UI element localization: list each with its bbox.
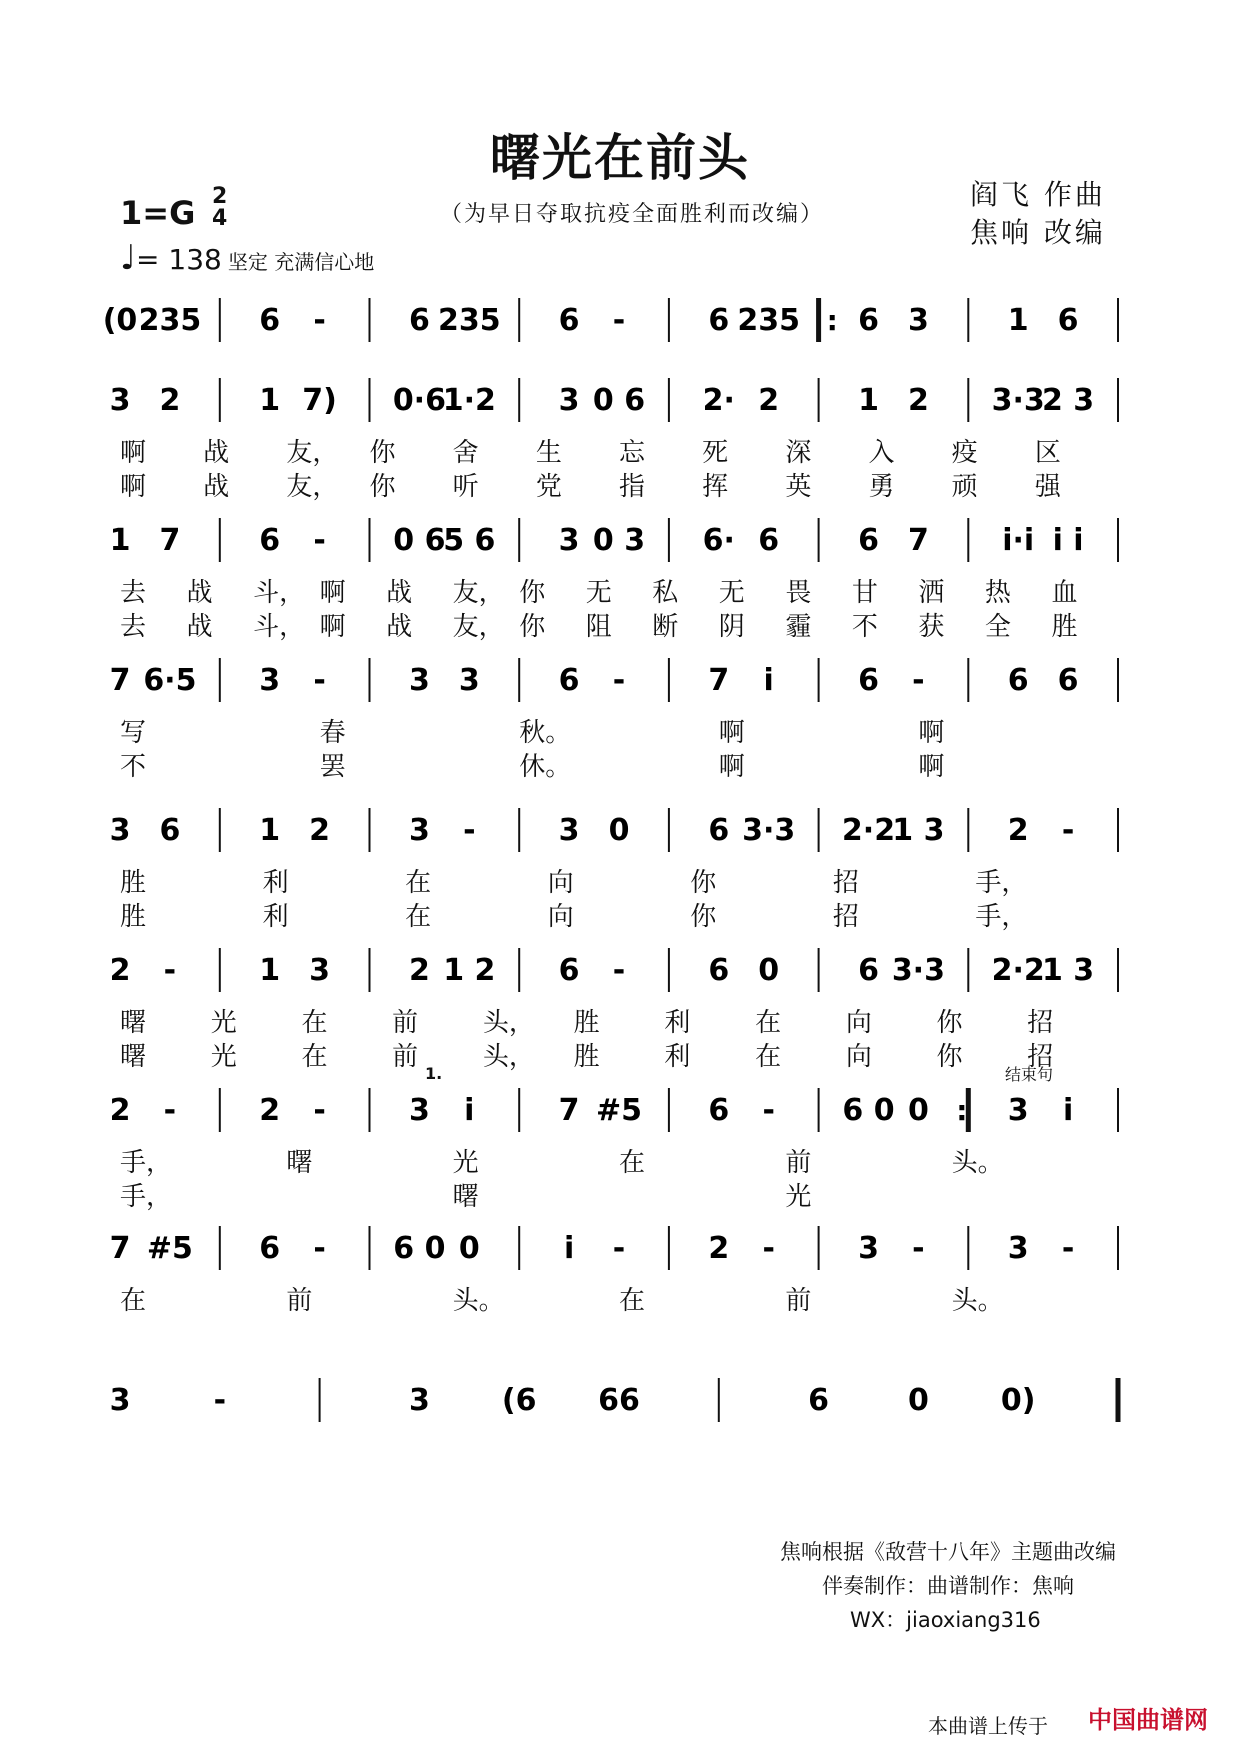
lyric-syllable: 无 bbox=[585, 578, 612, 608]
lyric-syllable: 你 bbox=[519, 578, 546, 608]
lyric-syllable: 你 bbox=[519, 612, 546, 642]
note: - bbox=[313, 523, 326, 558]
note: 6 bbox=[1057, 303, 1079, 338]
lyric-syllable: 阴 bbox=[718, 612, 745, 642]
tempo-marking bbox=[120, 238, 374, 278]
note: (6 bbox=[501, 1383, 537, 1418]
note: 2 bbox=[408, 953, 430, 988]
lyric-syllable: 向 bbox=[547, 902, 574, 932]
lyric-syllable: 罢 bbox=[319, 752, 346, 782]
lyric-syllable: 无 bbox=[718, 578, 745, 608]
footer-production-note: 伴奏制作：曲谱制作：焦响 bbox=[822, 1574, 1074, 1598]
notes-svg bbox=[0, 510, 1240, 570]
note: 0 bbox=[608, 813, 630, 848]
note: 3 bbox=[458, 663, 480, 698]
lyric-syllable: 招 bbox=[1027, 1042, 1054, 1072]
note: 0·6 bbox=[392, 383, 446, 418]
lyric-verse-1 bbox=[0, 1280, 1240, 1314]
note: 6 bbox=[558, 953, 580, 988]
note: - bbox=[313, 1093, 326, 1128]
lyric-verse-2 bbox=[0, 466, 1240, 500]
note: 2 bbox=[259, 1093, 281, 1128]
lyric-syllable: 战 bbox=[186, 612, 213, 642]
note: 2·2 bbox=[991, 953, 1045, 988]
lyric-syllable: 死 bbox=[702, 438, 729, 468]
staff-row bbox=[0, 1218, 1240, 1316]
credits bbox=[970, 176, 1106, 252]
lyric-syllable: 指 bbox=[619, 472, 646, 502]
note: #5 bbox=[146, 1231, 193, 1266]
note: 0 bbox=[758, 953, 780, 988]
lyric-syllable: 战 bbox=[203, 472, 230, 502]
note: #5 bbox=[595, 1093, 643, 1128]
note: - bbox=[612, 1231, 626, 1266]
lyric-verse-1 bbox=[0, 862, 1240, 896]
lyric-syllable: 曙 bbox=[452, 1182, 479, 1212]
note: i bbox=[464, 1093, 475, 1128]
notes-svg bbox=[0, 290, 1240, 350]
lyric-syllable: 战 bbox=[203, 438, 230, 468]
lyric-syllable: 斗， bbox=[253, 578, 306, 608]
notes-svg bbox=[0, 940, 1240, 1000]
key-signature: 1=G bbox=[120, 194, 196, 232]
lyric-syllable: 甘 bbox=[851, 578, 878, 608]
note: 6 bbox=[259, 1231, 281, 1266]
lyric-syllable: 手， bbox=[120, 1148, 173, 1178]
note: 3 bbox=[558, 523, 580, 558]
note: - bbox=[612, 953, 626, 988]
note: - bbox=[463, 813, 476, 848]
note: 3 bbox=[109, 1383, 131, 1418]
note: 2 bbox=[109, 1093, 131, 1128]
lyric-syllable: 前 bbox=[785, 1148, 812, 1178]
note: - bbox=[313, 663, 326, 698]
note: - bbox=[762, 1093, 775, 1128]
lyric-syllable: 友， bbox=[286, 472, 339, 502]
lyric-syllable: 前 bbox=[392, 1008, 419, 1038]
staff-row bbox=[0, 650, 1240, 782]
lyric-syllable: 在 bbox=[755, 1008, 782, 1038]
lyric-syllable: 头， bbox=[482, 1008, 535, 1038]
coda-label: 结束句 bbox=[1005, 1065, 1054, 1084]
lyric-syllable: 疫 bbox=[951, 438, 978, 468]
note: - bbox=[762, 1231, 775, 1266]
lyric-syllable: 胜 bbox=[573, 1008, 600, 1038]
lyric-syllable: 曙 bbox=[286, 1148, 313, 1178]
note: 6 0 bbox=[842, 1093, 895, 1128]
lyric-syllable: 头。 bbox=[452, 1286, 505, 1316]
lyric-syllable: 利 bbox=[664, 1042, 691, 1072]
lyric-syllable: 在 bbox=[301, 1042, 328, 1072]
lyric-syllable: 你 bbox=[369, 472, 396, 502]
note: 6 bbox=[1057, 663, 1079, 698]
note: 3 bbox=[558, 813, 580, 848]
lyric-syllable: 去 bbox=[120, 578, 147, 608]
note: - bbox=[612, 303, 626, 338]
lyric-verse-2 bbox=[0, 896, 1240, 930]
lyric-syllable: 秋。 bbox=[519, 718, 572, 748]
lyric-syllable: 利 bbox=[262, 902, 289, 932]
lyric-syllable: 在 bbox=[405, 902, 432, 932]
note: 0 6 bbox=[592, 383, 646, 418]
notes-line bbox=[0, 290, 1240, 350]
note: 3 bbox=[858, 1231, 879, 1266]
note: - bbox=[213, 1383, 227, 1418]
note: 2·2 bbox=[841, 813, 896, 848]
note: 6 0 bbox=[393, 1231, 446, 1266]
note: - bbox=[163, 1093, 177, 1128]
lyric-syllable: 不 bbox=[120, 752, 147, 782]
staff-row bbox=[0, 1370, 1240, 1450]
lyric-syllable: 畏 bbox=[785, 578, 812, 608]
note: 3·3 bbox=[991, 383, 1045, 418]
subtitle: （为早日夺取抗疫全面胜利而改编） bbox=[440, 202, 825, 227]
lyric-syllable: 啊 bbox=[319, 578, 346, 608]
note: i·i bbox=[1002, 523, 1035, 558]
notes-line bbox=[0, 510, 1240, 570]
staff-row bbox=[0, 370, 1240, 502]
note: 7 bbox=[109, 663, 131, 698]
note: 6 bbox=[708, 1093, 730, 1128]
lyric-syllable: 血 bbox=[1051, 578, 1078, 608]
lyric-syllable: 挥 bbox=[702, 472, 729, 502]
note: 6 bbox=[708, 813, 730, 848]
lyric-syllable: 洒 bbox=[918, 578, 945, 608]
lyric-syllable: 获 bbox=[918, 612, 945, 642]
note: 7 bbox=[159, 523, 181, 558]
note: 1·2 bbox=[442, 383, 496, 418]
lyric-syllable: 战 bbox=[386, 578, 413, 608]
note: 2· bbox=[702, 383, 735, 418]
lyric-syllable: 春 bbox=[319, 718, 346, 748]
footer-contact: WX：jiaoxiang316 bbox=[850, 1608, 1041, 1632]
note: - bbox=[912, 1231, 925, 1266]
lyric-syllable: 去 bbox=[120, 612, 147, 642]
note: 1 3 bbox=[892, 813, 945, 848]
page-title: 曙光在前头 bbox=[490, 129, 750, 187]
lyric-verse-2 bbox=[0, 1036, 1240, 1070]
lyric-syllable: 头。 bbox=[951, 1148, 1004, 1178]
tempo-value: = 138 bbox=[136, 243, 222, 276]
note: 1 bbox=[858, 383, 879, 418]
lyric-verse-2 bbox=[0, 1176, 1240, 1210]
lyric-syllable: 生 bbox=[535, 438, 562, 468]
note: 3 bbox=[309, 953, 331, 988]
lyric-syllable: 不 bbox=[851, 612, 878, 642]
lyric-verse-2 bbox=[0, 606, 1240, 640]
lyric-syllable: 在 bbox=[619, 1286, 646, 1316]
note: 0 bbox=[907, 1093, 929, 1128]
note: - bbox=[313, 303, 326, 338]
lyric-syllable: 听 bbox=[452, 472, 479, 502]
notes-svg bbox=[0, 650, 1240, 710]
lyric-syllable: 区 bbox=[1034, 438, 1061, 468]
lyric-syllable: 你 bbox=[936, 1042, 963, 1072]
lyric-verse-1 bbox=[0, 712, 1240, 746]
lyric-syllable: 向 bbox=[547, 868, 574, 898]
note: 0) bbox=[1000, 1383, 1036, 1418]
note: 235 bbox=[737, 303, 801, 338]
tempo-expression: 坚定 充满信心地 bbox=[227, 250, 375, 274]
lyric-syllable: 手， bbox=[120, 1182, 173, 1212]
note: 1 bbox=[109, 523, 131, 558]
note: 3 bbox=[408, 663, 430, 698]
lyric-syllable: 利 bbox=[664, 1008, 691, 1038]
note: 6 bbox=[858, 303, 879, 338]
lyric-syllable: 曙 bbox=[120, 1008, 147, 1038]
lyric-syllable: 胜 bbox=[1051, 612, 1078, 642]
lyric-syllable: 光 bbox=[785, 1182, 812, 1212]
note: i bbox=[763, 663, 774, 698]
note: 6 bbox=[558, 303, 580, 338]
lyric-syllable: 舍 bbox=[452, 438, 479, 468]
notes-svg bbox=[0, 800, 1240, 860]
lyric-syllable: 断 bbox=[652, 612, 679, 642]
lyric-syllable: 党 bbox=[535, 472, 562, 502]
upload-note: 本曲谱上传于 bbox=[928, 1714, 1048, 1738]
note: 2 bbox=[159, 383, 181, 418]
note: 1 bbox=[1007, 303, 1029, 338]
note: - bbox=[912, 663, 925, 698]
lyric-syllable: 招 bbox=[1027, 1008, 1054, 1038]
note: 3 bbox=[408, 1383, 430, 1418]
note: 7 bbox=[907, 523, 929, 558]
lyric-syllable: 胜 bbox=[120, 902, 147, 932]
volta-marking: 1. bbox=[425, 1064, 443, 1083]
note: 3 bbox=[109, 813, 131, 848]
lyric-syllable: 热 bbox=[984, 578, 1011, 608]
staff-row bbox=[0, 290, 1240, 370]
quarter-note-icon: ♩ bbox=[120, 238, 137, 278]
note: 6 bbox=[708, 953, 730, 988]
note: i i bbox=[1052, 523, 1084, 558]
note: 2 3 bbox=[1041, 383, 1095, 418]
note: 2 bbox=[708, 1231, 730, 1266]
notes-line bbox=[0, 800, 1240, 860]
note: 3 bbox=[1007, 1231, 1029, 1266]
time-signature bbox=[212, 186, 227, 230]
lyric-syllable: 强 bbox=[1034, 472, 1061, 502]
note: 3·3 bbox=[742, 813, 796, 848]
note: 1 bbox=[259, 383, 281, 418]
note: 6 bbox=[259, 523, 281, 558]
repeat-dots: : bbox=[826, 304, 838, 337]
note: 6 bbox=[408, 303, 430, 338]
lyric-syllable: 全 bbox=[984, 612, 1011, 642]
note: 3 bbox=[109, 383, 131, 418]
note: - bbox=[1061, 813, 1075, 848]
lyric-syllable: 啊 bbox=[918, 718, 945, 748]
lyric-syllable: 光 bbox=[452, 1148, 479, 1178]
staff-row bbox=[0, 1064, 1240, 1212]
lyric-syllable: 啊 bbox=[319, 612, 346, 642]
note: 2 bbox=[1007, 813, 1029, 848]
lyric-syllable: 光 bbox=[210, 1008, 237, 1038]
lyric-syllable: 友， bbox=[452, 578, 505, 608]
note: 6 bbox=[858, 523, 879, 558]
lyric-syllable: 前 bbox=[392, 1042, 419, 1072]
site-logo: 中国曲谱网 bbox=[1088, 1705, 1208, 1734]
note: 66 bbox=[598, 1383, 640, 1418]
note: 1 3 bbox=[1041, 953, 1095, 988]
note: 3 bbox=[558, 383, 580, 418]
lyric-syllable: 前 bbox=[286, 1286, 313, 1316]
notes-svg bbox=[0, 1370, 1240, 1430]
time-signature-bottom: 4 bbox=[212, 206, 228, 231]
notes-svg bbox=[0, 370, 1240, 430]
lyric-verse-1 bbox=[0, 1002, 1240, 1036]
note: 3 bbox=[907, 303, 929, 338]
lyric-syllable: 你 bbox=[369, 438, 396, 468]
note: - bbox=[1061, 1231, 1075, 1266]
lyric-syllable: 英 bbox=[785, 472, 812, 502]
note: 7 bbox=[708, 663, 730, 698]
lyric-syllable: 在 bbox=[120, 1286, 147, 1316]
lyric-syllable: 头。 bbox=[951, 1286, 1004, 1316]
lyric-syllable: 休。 bbox=[519, 752, 572, 782]
note: - bbox=[313, 1231, 326, 1266]
note: 3 bbox=[408, 813, 430, 848]
note: 6 bbox=[858, 663, 879, 698]
notes-line bbox=[0, 370, 1240, 430]
lyric-syllable: 向 bbox=[845, 1042, 872, 1072]
staff-row bbox=[0, 800, 1240, 932]
lyric-syllable: 写 bbox=[120, 718, 147, 748]
lyric-syllable: 曙 bbox=[120, 1042, 147, 1072]
note: 2 bbox=[907, 383, 929, 418]
lyric-verse-1 bbox=[0, 1142, 1240, 1176]
arranger-credit: 焦响 改编 bbox=[970, 216, 1106, 249]
note: 7 bbox=[558, 1093, 580, 1128]
lyric-syllable: 霾 bbox=[785, 612, 812, 642]
note: 3 bbox=[259, 663, 281, 698]
note: 7) bbox=[302, 383, 337, 418]
note: 6·5 bbox=[143, 663, 197, 698]
footer-arrangement-note: 焦响根据《敌营十八年》主题曲改编 bbox=[780, 1540, 1116, 1564]
note: 1 bbox=[259, 813, 281, 848]
lyric-syllable: 手， bbox=[975, 902, 1028, 932]
lyric-syllable: 啊 bbox=[718, 718, 745, 748]
lyric-syllable: 勇 bbox=[868, 472, 895, 502]
note: (0 bbox=[102, 303, 138, 338]
note: 7 bbox=[109, 1231, 131, 1266]
notes-line bbox=[0, 1218, 1240, 1278]
lyric-syllable: 啊 bbox=[918, 752, 945, 782]
lyric-syllable: 啊 bbox=[120, 472, 147, 502]
lyric-syllable: 斗， bbox=[253, 612, 306, 642]
note: 5 6 bbox=[443, 523, 496, 558]
lyric-syllable: 你 bbox=[690, 868, 717, 898]
lyric-syllable: 头， bbox=[482, 1042, 535, 1072]
note: 0 6 bbox=[393, 523, 446, 558]
note: 2 bbox=[109, 953, 131, 988]
notes-line bbox=[0, 1370, 1240, 1430]
note: i bbox=[1062, 1093, 1074, 1128]
note: 235 bbox=[138, 303, 202, 338]
lyric-syllable: 你 bbox=[936, 1008, 963, 1038]
notes-line bbox=[0, 650, 1240, 710]
lyric-syllable: 在 bbox=[405, 868, 432, 898]
time-signature-top: 2 bbox=[212, 184, 228, 209]
note: 1 bbox=[259, 953, 281, 988]
lyric-syllable: 光 bbox=[210, 1042, 237, 1072]
lyric-syllable: 入 bbox=[868, 438, 895, 468]
lyric-syllable: 战 bbox=[386, 612, 413, 642]
lyric-syllable: 你 bbox=[690, 902, 717, 932]
staff-row bbox=[0, 510, 1240, 642]
lyric-syllable: 在 bbox=[755, 1042, 782, 1072]
lyric-verse-1 bbox=[0, 432, 1240, 466]
note: 6 bbox=[558, 663, 580, 698]
lyric-syllable: 利 bbox=[262, 868, 289, 898]
note: 6 bbox=[1007, 663, 1029, 698]
lyric-syllable: 友， bbox=[286, 438, 339, 468]
lyric-syllable: 胜 bbox=[120, 868, 147, 898]
note: 3·3 bbox=[891, 953, 945, 988]
note: i bbox=[563, 1231, 575, 1266]
lyric-syllable: 友， bbox=[452, 612, 505, 642]
note: 6· bbox=[702, 523, 735, 558]
staff-row bbox=[0, 940, 1240, 1072]
note: 6 bbox=[708, 303, 730, 338]
lyric-syllable: 胜 bbox=[573, 1042, 600, 1072]
lyric-syllable: 啊 bbox=[718, 752, 745, 782]
note: 6 bbox=[259, 303, 281, 338]
lyric-syllable: 在 bbox=[301, 1008, 328, 1038]
note: 1 2 bbox=[443, 953, 496, 988]
notes-svg bbox=[0, 1080, 1240, 1140]
note: 3 bbox=[1007, 1093, 1029, 1128]
notes-line bbox=[0, 1080, 1240, 1140]
notes-svg bbox=[0, 1218, 1240, 1278]
note: 2 bbox=[309, 813, 331, 848]
lyric-syllable: 向 bbox=[845, 1008, 872, 1038]
repeat-dots: : bbox=[956, 1094, 968, 1127]
notes-line bbox=[0, 940, 1240, 1000]
lyric-syllable: 深 bbox=[785, 438, 812, 468]
note: 0 3 bbox=[592, 523, 646, 558]
lyric-syllable: 战 bbox=[186, 578, 213, 608]
note: 6 bbox=[858, 953, 879, 988]
lyric-syllable: 阻 bbox=[585, 612, 612, 642]
note: 235 bbox=[437, 303, 501, 338]
note: 2 bbox=[758, 383, 780, 418]
note: - bbox=[163, 953, 177, 988]
lyric-verse-1 bbox=[0, 572, 1240, 606]
lyric-syllable: 手， bbox=[975, 868, 1028, 898]
lyric-syllable: 啊 bbox=[120, 438, 147, 468]
note: 6 bbox=[758, 523, 780, 558]
lyric-verse-2 bbox=[0, 746, 1240, 780]
lyric-syllable: 前 bbox=[785, 1286, 812, 1316]
note: 0 bbox=[458, 1231, 480, 1266]
lyric-syllable: 忘 bbox=[619, 438, 646, 468]
lyric-syllable: 在 bbox=[619, 1148, 646, 1178]
composer-credit: 阎飞 作曲 bbox=[970, 178, 1106, 211]
note: 3 bbox=[408, 1093, 430, 1128]
note: 0 bbox=[907, 1383, 929, 1418]
note: 6 bbox=[808, 1383, 830, 1418]
lyric-syllable: 私 bbox=[652, 578, 679, 608]
note: 6 bbox=[159, 813, 181, 848]
lyric-syllable: 顽 bbox=[951, 472, 978, 502]
note: - bbox=[612, 663, 626, 698]
lyric-syllable: 招 bbox=[832, 868, 859, 898]
lyric-syllable: 招 bbox=[832, 902, 859, 932]
